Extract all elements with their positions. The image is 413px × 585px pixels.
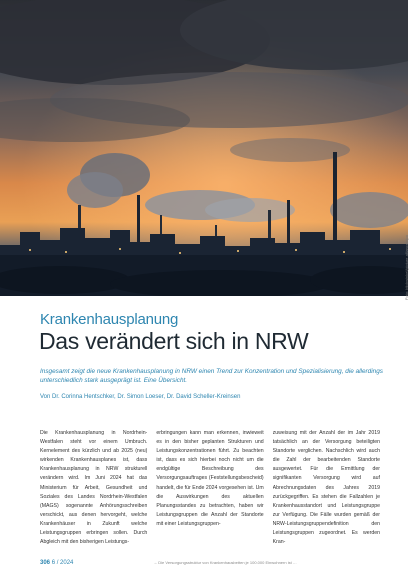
article-title: Das verändert sich in NRW xyxy=(39,328,309,354)
hero-photo xyxy=(0,0,408,296)
article-column-3: zuweisung mit der Anzahl der im Jahr 2019 tatsächlich an der Versorgung beteiligten Standorte verglichen. Nachschlich wird auch die Zahl der bearbeitenden Standorte ausgewertet. Für die Ermittlung der signifikanten Versorgung wird auf Abrechnungsdaten des Jahres 2019 zurückgegriffen. Es stehen die Fallzahlen je Krankenhausstandort und Leistungsgruppe zur Verfügung. Die Fälle wurden gemäß der NRW-Leistungsgruppendefinition den Leistungsgruppen zugeordnet. Es werden Kran- xyxy=(272,430,380,546)
page-folio xyxy=(40,560,73,566)
article-column-2: erbringungen kann man erkennen, inwieweit es in den bisher geplanten Strukturen und Leistungskonzentrationen führt. Zu beachten ist, dass es sich hierbei noch nicht um die endgültige Beschreibung des Versorgungsauftrages (Feststellungsbescheid) handelt, die für Ende 2024 vorgesehen ist. Um die Auswirkungen des aktuellen Planungsstandes zu betrachten, haben wir Leistungsgruppen die Anzahl der Standorte mit einer Leistungsgruppen- xyxy=(156,430,264,527)
article-lead: Insgesamt zeigt die neue Krankenhausplanung in NRW einen Trend zur Konzentration und Spezialisierung, die allerdings unterschiedlich stark ausgeprägt ist. Eine Übersicht. xyxy=(40,368,383,384)
page-number: 306 xyxy=(40,560,51,566)
article-body xyxy=(40,429,380,555)
photo-credit: Foto: blickwinkel/picture alliance/dpa xyxy=(404,235,409,300)
article-column-1: Die Krankenhausplanung in Nordrhein-Westfalen steht vor einem Umbruch. Kernelement des kürzlich und ab 2025 (neu) wirkenden Krankenhausplanes ist, dass Krankenhausplanung in NRW strukturell verändern wird. Im Juni 2024 hat das Ministerium für Arbeit, Gesundheit und Soziales des Landes Nordrhein-Westfalen (MAGS) sogenannte Anhörungsschreiben verschickt, aus denen hervorgeht, welche Krankenhäuser in Zukunft welche Leistungsgruppen erbringen sollen. Durch Abgleich mit den bisherigen Leistungs- xyxy=(40,430,148,546)
article-kicker: Krankenhausplanung xyxy=(40,311,179,328)
article-authors: Von Dr. Corinna Hentschker, Dr. Simon Loeser, Dr. David Scheller-Kreinsen xyxy=(40,394,241,400)
footer-note: → Die Versorgungsstruktur von Krankenhausbetten je 100.000 Einwohnern ist … xyxy=(153,560,297,565)
industrial-skyline-photo xyxy=(0,0,408,296)
journal-issue: 6 / 2024 xyxy=(51,560,74,566)
